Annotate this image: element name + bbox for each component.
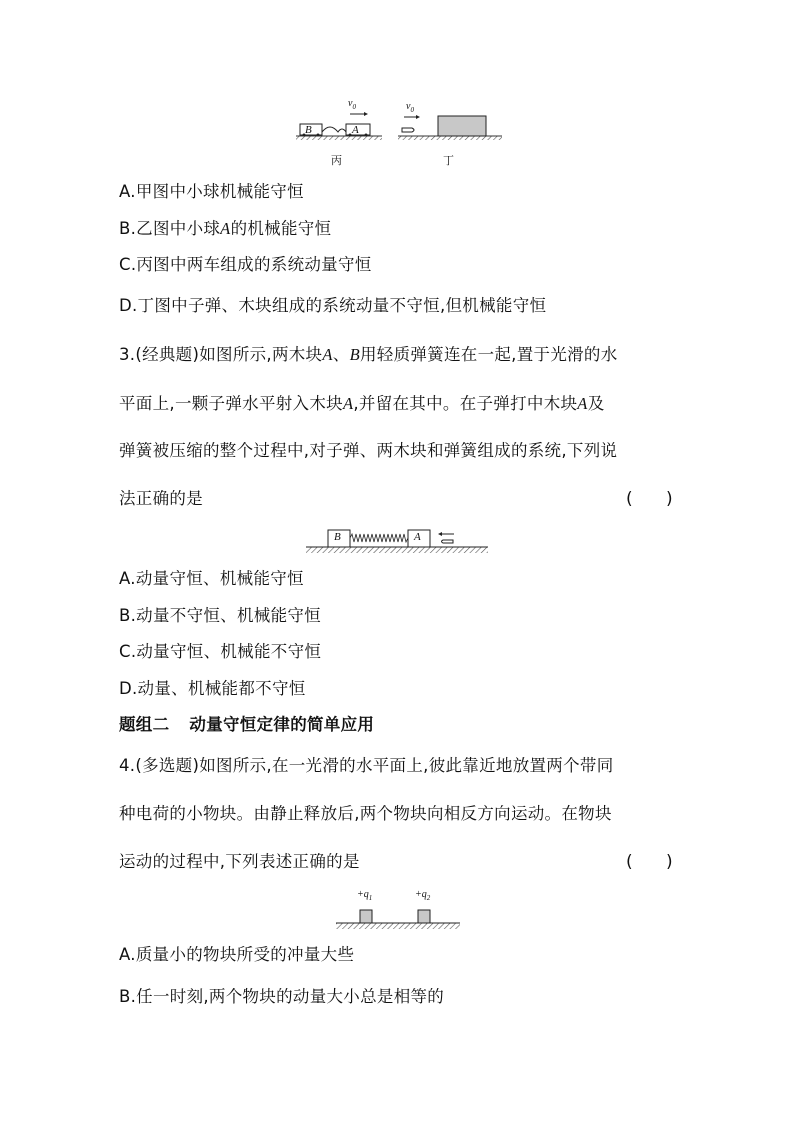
q2-option-d: D.丁图中子弹、木块组成的系统动量不守恒,但机械能守恒 [119,296,547,315]
label-v0-right: $v_0$ [406,101,414,114]
q3-stem-line-3: 弹簧被压缩的整个过程中,对子弹、两木块和弹簧组成的系统,下列说 [119,441,618,460]
q3-answer-paren-left: ( [626,489,633,509]
label-v0-left: $v_0$ [348,98,356,111]
q3-stem-line-4: 法正确的是 [119,489,203,508]
caption-bing: 丙 [331,154,342,167]
caption-ding: 丁 [443,154,454,167]
q4-answer-paren-left: ( [626,852,633,872]
q2-option-b: B.乙图中小球A的机械能守恒 [119,219,332,238]
label-b-cart: B [305,124,312,136]
q3-stem-line-1: 3.(经典题)如图所示,两木块A、B用轻质弹簧连在一起,置于光滑的水 [119,345,618,364]
q4-stem-line-1: 4.(多选题)如图所示,在一光滑的水平面上,彼此靠近地放置两个带同 [119,756,614,775]
q3-option-a: A.动量守恒、机械能守恒 [119,569,304,588]
q4-option-b: B.任一时刻,两个物块的动量大小总是相等的 [119,987,445,1006]
q4-answer-paren-right: ) [666,852,673,872]
q3-fig-label-b: B [334,531,341,543]
figure-charged-blocks [334,886,462,932]
q3-fig-label-a: A [414,531,421,543]
bullet [402,128,414,132]
q4-option-a: A.质量小的物块所受的冲量大些 [119,945,355,964]
q2-option-c: C.丙图中两车组成的系统动量守恒 [119,255,372,274]
q4-label-q2: $+q_2$ [415,889,431,902]
figure-bing-ding [290,94,510,170]
wood-block [438,116,486,136]
q3-option-b: B.动量不守恒、机械能守恒 [119,606,321,625]
q3-option-d: D.动量、机械能都不守恒 [119,679,306,698]
q3-stem-line-2: 平面上,一颗子弹水平射入木块A,并留在其中。在子弹打中木块A及 [119,394,605,413]
q4-label-q1: $+q_1$ [357,889,373,902]
q3-answer-paren-right: ) [666,489,673,509]
bullet-q3 [442,540,454,543]
q4-stem-line-2: 种电荷的小物块。由静止释放后,两个物块向相反方向运动。在物块 [119,804,612,823]
q2-option-a: A.甲图中小球机械能守恒 [119,182,304,201]
spring [350,534,408,542]
q4-stem-line-3: 运动的过程中,下列表述正确的是 [119,852,360,871]
block-q1 [360,910,372,923]
q3-option-c: C.动量守恒、机械能不守恒 [119,642,322,661]
label-a-cart: A [352,124,359,136]
block-q2 [418,910,430,923]
section-heading: 题组二 动量守恒定律的简单应用 [119,715,375,734]
figure-spring-blocks [304,526,490,556]
